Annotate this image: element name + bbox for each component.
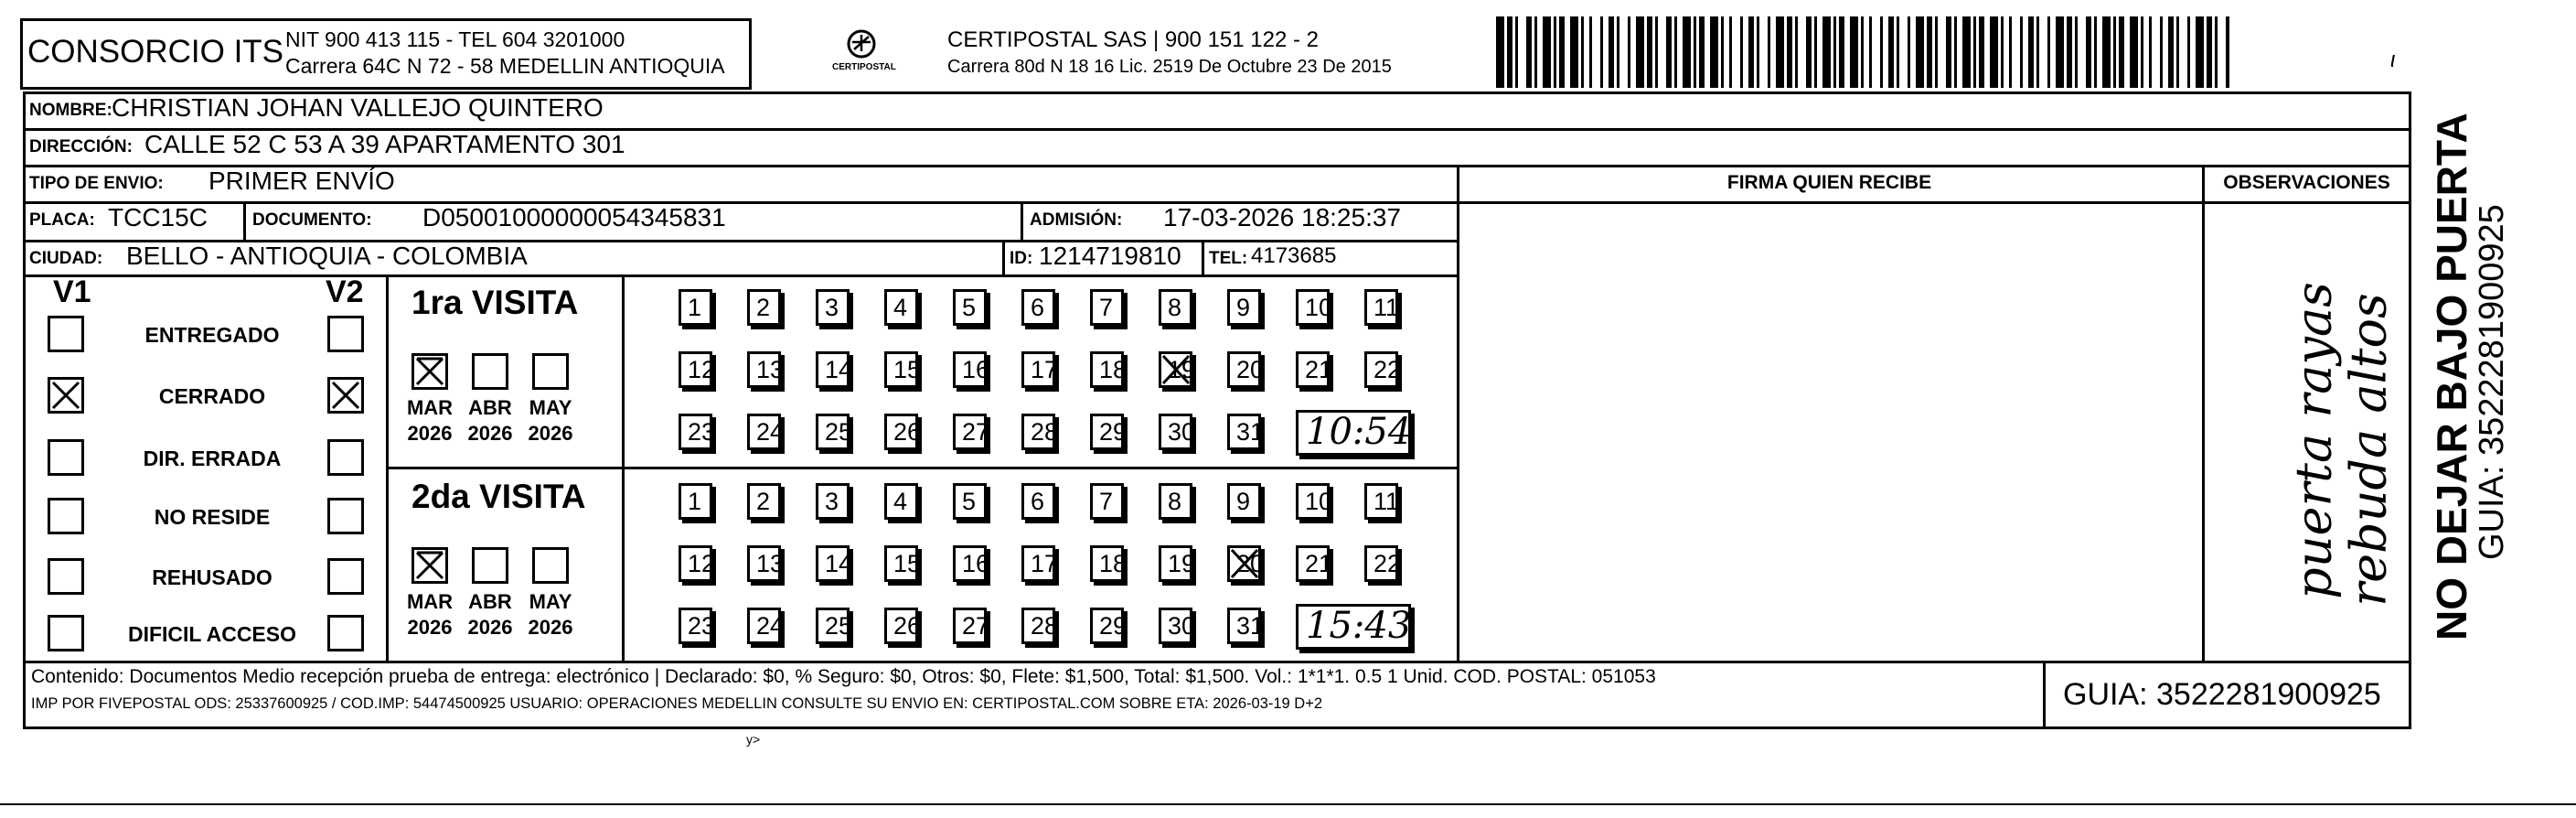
day-cross-mark (1161, 354, 1192, 385)
day-box[interactable] (679, 483, 712, 520)
day-box[interactable] (1021, 608, 1059, 644)
day-number: 19 (1168, 550, 1196, 577)
barcode (1496, 16, 2229, 88)
visit-title: 1ra VISITA (412, 284, 579, 321)
day-number: 18 (1099, 356, 1128, 383)
month-year: 2026 (528, 616, 573, 639)
footer-imp: IMP POR FIVEPOSTAL ODS: 25337600925 / COD.IMP: 54474500925 USUARIO: OPERACIONES MEDELLIN CONSULTE SU ENVIO EN: CERTIPOSTAL.COM SOBRE ETA: 2026-03-19 D+2 (31, 695, 1323, 712)
day-number: 8 (1168, 488, 1182, 515)
name-label: NOMBRE: (29, 101, 112, 120)
day-number: 2 (756, 488, 771, 515)
footer-guide: GUIA: 3522281900925 (2063, 677, 2381, 712)
day-box[interactable] (747, 608, 785, 644)
day-number: 12 (688, 550, 716, 577)
day-box[interactable] (1227, 289, 1261, 326)
day-number: 28 (1031, 418, 1059, 446)
day-number: 22 (1374, 550, 1402, 577)
status-reason-label: DIFICIL ACCESO (127, 622, 296, 646)
day-number: 22 (1374, 356, 1402, 383)
logo-text: CERTIPOSTAL (832, 62, 896, 72)
day-box[interactable] (747, 483, 781, 520)
day-number: 31 (1236, 612, 1265, 640)
day-box[interactable] (953, 545, 990, 582)
status-reason-label: CERRADO (158, 384, 266, 408)
month-checkbox[interactable] (472, 547, 508, 584)
day-box[interactable] (747, 545, 785, 582)
day-box[interactable] (1159, 289, 1192, 326)
month-year: 2026 (528, 422, 573, 445)
day-box[interactable] (953, 351, 990, 388)
tel-value: 4173685 (1251, 243, 1337, 268)
day-number: 17 (1031, 356, 1059, 383)
v1-checkbox[interactable] (48, 558, 84, 595)
company-address: Carrera 64C N 72 - 58 MEDELLIN ANTIOQUIA (285, 54, 725, 78)
admission-value: 17-03-2026 18:25:37 (1163, 203, 1401, 231)
frame-left (23, 91, 26, 729)
admission-label: ADMISIÓN: (1030, 210, 1123, 230)
day-number: 29 (1099, 612, 1128, 640)
day-box[interactable] (953, 608, 990, 644)
v2-checkbox[interactable] (327, 558, 364, 595)
certipostal-logo (832, 24, 896, 82)
day-number: 9 (1236, 294, 1251, 321)
day-number: 4 (893, 294, 908, 321)
day-number: 29 (1099, 418, 1128, 446)
day-box[interactable] (1227, 414, 1265, 450)
day-number: 14 (825, 550, 853, 577)
day-box[interactable] (1364, 289, 1398, 326)
day-number: 9 (1236, 488, 1251, 515)
day-box[interactable] (1159, 545, 1196, 582)
month-checkbox[interactable] (472, 353, 508, 390)
day-box[interactable] (1021, 289, 1055, 326)
day-box[interactable] (1090, 545, 1128, 582)
visit-time: 10:54 (1306, 411, 1412, 453)
day-box[interactable] (816, 414, 853, 450)
day-box[interactable] (679, 608, 716, 644)
visit-time-box[interactable] (1296, 410, 1411, 456)
v2-checkbox[interactable] (327, 615, 364, 651)
month-year: 2026 (407, 616, 453, 639)
month-checkbox[interactable] (412, 547, 448, 584)
day-number: 24 (756, 418, 785, 446)
day-number: 27 (962, 612, 990, 640)
corner-mark: ι (2390, 48, 2396, 72)
day-box[interactable] (816, 483, 850, 520)
v1-checkbox[interactable] (48, 316, 84, 352)
nit-line: NIT 900 413 115 - TEL 604 3201000 (285, 27, 625, 51)
visit-title: 2da VISITA (412, 478, 586, 515)
side-notice: NO DEJAR BAJO PUERTA (2428, 113, 2475, 640)
day-number: 5 (962, 294, 977, 321)
day-box[interactable] (953, 289, 987, 326)
footer-guide-divider (2043, 661, 2046, 728)
day-box[interactable] (1159, 483, 1192, 520)
day-number: 5 (962, 488, 977, 515)
month-checkbox[interactable] (532, 547, 569, 584)
day-number: 4 (893, 488, 908, 515)
month-checkbox[interactable] (532, 353, 569, 390)
day-number: 18 (1099, 550, 1128, 577)
day-number: 25 (825, 612, 853, 640)
city-value: BELLO - ANTIOQUIA - COLOMBIA (126, 242, 528, 270)
signature-header: FIRMA QUIEN RECIBE (1726, 172, 1932, 193)
day-number: 3 (825, 294, 839, 321)
day-cross-mark (1230, 548, 1261, 579)
day-number: 23 (688, 418, 716, 446)
day-box[interactable] (1021, 351, 1059, 388)
day-box[interactable] (1364, 483, 1398, 520)
day-box[interactable] (884, 289, 918, 326)
month-year: 2026 (467, 422, 513, 445)
id-divider (1002, 240, 1005, 274)
plate-value: TCC15C (108, 203, 208, 231)
type-label: TIPO DE ENVIO: (29, 174, 164, 193)
city-label: CIUDAD: (29, 249, 103, 268)
v2-checkbox[interactable] (327, 498, 364, 534)
footer-content: Contenido: Documentos Medio recepción prueba de entrega: electrónico | Declarado: $0, % Seguro: $0, Otros: $0, Flete: $1,500, Total: $1,500. Vol.: 1*1*1. 0.5 1 Unid. COD. POSTAL: 051053 (31, 666, 1656, 687)
side-guide: GUIA: 3522281900925 (2473, 204, 2511, 560)
v2-checkbox[interactable] (327, 439, 364, 476)
observations-header: OBSERVACIONES (2223, 172, 2390, 193)
day-box[interactable] (884, 483, 918, 520)
month-name: ABR (468, 396, 512, 419)
day-box[interactable] (1296, 483, 1333, 520)
month-year: 2026 (467, 616, 513, 639)
day-number: 11 (1374, 294, 1400, 321)
day-box[interactable] (953, 483, 987, 520)
day-box[interactable] (816, 289, 850, 326)
day-number: 27 (962, 418, 990, 446)
day-box[interactable] (1227, 483, 1261, 520)
plate-label: PLACA: (29, 210, 95, 230)
v1-checkbox[interactable] (48, 377, 84, 414)
day-box[interactable] (816, 545, 853, 582)
day-number: 14 (825, 356, 853, 383)
day-box[interactable] (1090, 483, 1124, 520)
day-number: 6 (1031, 294, 1045, 321)
day-number: 1 (688, 488, 702, 515)
visit-divider (386, 467, 1458, 469)
month-name: MAY (529, 590, 572, 613)
handwritten-line-1: puerta rayas (2284, 282, 2343, 599)
day-box[interactable] (1021, 483, 1055, 520)
day-box[interactable] (1364, 351, 1402, 388)
carrier-address: Carrera 80d N 18 16 Lic. 2519 De Octubre 23 De 2015 (947, 57, 1392, 77)
address-label: DIRECCIÓN: (29, 137, 133, 156)
signature-divider (1457, 165, 1459, 663)
handwritten-line-2: rebuda altos (2339, 293, 2398, 607)
day-box[interactable] (1090, 414, 1128, 450)
day-number: 21 (1305, 356, 1333, 383)
day-number: 30 (1168, 612, 1196, 640)
day-number: 21 (1305, 550, 1333, 577)
day-number: 28 (1031, 612, 1059, 640)
day-box[interactable] (1227, 351, 1265, 388)
visit-time: 15:43 (1306, 605, 1412, 647)
status-reason-label: NO RESIDE (154, 505, 271, 529)
day-number: 10 (1305, 294, 1333, 321)
handwritten-observation (2195, 229, 2414, 659)
day-number: 26 (893, 418, 922, 446)
day-box[interactable] (1159, 414, 1196, 450)
months-divider (622, 274, 625, 661)
status-reason-label: ENTREGADO (144, 323, 280, 347)
id-label: ID: (1010, 249, 1033, 268)
day-box[interactable] (1227, 608, 1265, 644)
document-label: DOCUMENTO: (252, 210, 372, 230)
day-number: 19 (1168, 356, 1196, 383)
day-box[interactable] (1159, 351, 1196, 388)
month-year: 2026 (407, 422, 453, 445)
day-number: 31 (1236, 418, 1265, 446)
month-name: MAY (529, 396, 572, 419)
day-box[interactable] (1296, 289, 1333, 326)
day-number: 13 (756, 550, 785, 577)
day-box[interactable] (1090, 608, 1128, 644)
day-number: 2 (756, 294, 771, 321)
bottom-cut-line (0, 803, 2576, 805)
v2-checkbox[interactable] (327, 377, 364, 414)
day-number: 13 (756, 356, 785, 383)
day-number: 8 (1168, 294, 1182, 321)
recipient-name: CHRISTIAN JOHAN VALLEJO QUINTERO (112, 93, 604, 122)
day-box[interactable] (679, 289, 712, 326)
id-value: 1214719810 (1039, 242, 1181, 270)
day-box[interactable] (1090, 351, 1128, 388)
v1-checkbox[interactable] (48, 439, 84, 476)
day-box[interactable] (1021, 414, 1059, 450)
day-number: 11 (1374, 488, 1400, 515)
day-box[interactable] (1364, 545, 1402, 582)
company-name: CONSORCIO ITS (27, 34, 284, 70)
admission-divider (1021, 201, 1023, 240)
month-name: MAR (406, 396, 454, 419)
shipment-type: PRIMER ENVÍO (208, 167, 395, 195)
day-number: 15 (893, 550, 922, 577)
day-box[interactable] (679, 351, 716, 388)
day-number: 30 (1168, 418, 1196, 446)
day-box[interactable] (884, 351, 922, 388)
plate-divider (243, 201, 246, 240)
frame-line-footer-top (23, 661, 2411, 663)
day-box[interactable] (884, 608, 922, 644)
day-box[interactable] (747, 289, 781, 326)
day-box[interactable] (1090, 289, 1124, 326)
tel-divider (1202, 240, 1204, 274)
day-box[interactable] (1296, 351, 1333, 388)
day-number: 1 (688, 294, 702, 321)
day-number: 17 (1031, 550, 1059, 577)
day-number: 7 (1099, 294, 1114, 321)
v1-checkbox[interactable] (48, 498, 84, 534)
day-number: 23 (688, 612, 716, 640)
stray-mark: y> (746, 732, 761, 747)
day-number: 12 (688, 356, 716, 383)
month-name: MAR (406, 590, 454, 613)
day-number: 10 (1305, 488, 1333, 515)
visit-time-box[interactable] (1296, 604, 1411, 650)
day-box[interactable] (816, 351, 853, 388)
day-number: 15 (893, 356, 922, 383)
v1-checkbox[interactable] (48, 615, 84, 651)
day-number: 7 (1099, 488, 1114, 515)
day-box[interactable] (1296, 545, 1333, 582)
day-box[interactable] (816, 608, 853, 644)
day-number: 20 (1236, 356, 1265, 383)
tel-label: TEL: (1209, 249, 1248, 268)
carrier-line: CERTIPOSTAL SAS | 900 151 122 - 2 (947, 27, 1319, 52)
day-number: 26 (893, 612, 922, 640)
day-box[interactable] (1227, 545, 1265, 582)
day-number: 25 (825, 418, 853, 446)
v1-label: V1 (53, 274, 91, 309)
recipient-address: CALLE 52 C 53 A 39 APARTAMENTO 301 (144, 130, 625, 158)
month-name: ABR (468, 590, 512, 613)
day-number: 16 (962, 356, 990, 383)
day-box[interactable] (747, 414, 785, 450)
v2-checkbox[interactable] (327, 316, 364, 352)
day-number: 16 (962, 550, 990, 577)
day-box[interactable] (747, 351, 785, 388)
day-number: 3 (825, 488, 839, 515)
day-number: 20 (1236, 550, 1265, 577)
day-number: 24 (756, 612, 785, 640)
day-box[interactable] (679, 414, 716, 450)
day-box[interactable] (1021, 545, 1059, 582)
frame-line-checkbox-top (23, 274, 1459, 277)
day-box[interactable] (679, 545, 716, 582)
document-value: D05001000000054345831 (422, 203, 726, 231)
status-reason-label: DIR. ERRADA (143, 447, 282, 470)
v2-label: V2 (326, 274, 364, 309)
day-number: 6 (1031, 488, 1045, 515)
day-box[interactable] (884, 545, 922, 582)
status-reason-label: REHUSADO (152, 565, 273, 589)
day-box[interactable] (953, 414, 990, 450)
day-box[interactable] (884, 414, 922, 450)
day-box[interactable] (1159, 608, 1196, 644)
month-checkbox[interactable] (412, 353, 448, 390)
frame-line-bottom (23, 727, 2411, 729)
